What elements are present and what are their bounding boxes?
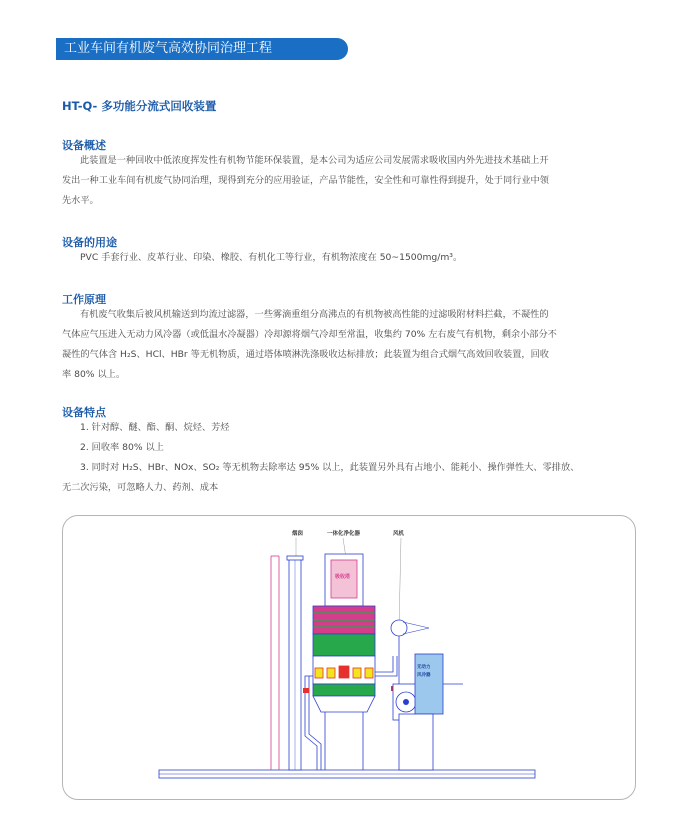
svg-text:吸收塔: 吸收塔 [335, 574, 351, 580]
paragraph-line: 此装置是一种回收中低浓度挥发性有机物节能环保装置，是本公司为适应公司发展需求吸收国内外先进技术基础上开 [80, 155, 549, 166]
paragraph-line: 气体应气压进入无动力风冷器（或低温水冷凝器）冷却源将烟气冷却至常温，收集约 70% 左右废气有机物，剩余小部分不 [62, 329, 557, 340]
svg-text:风冷器: 风冷器 [417, 673, 431, 678]
chimney [287, 556, 303, 770]
feature-line: 无二次污染，可忽略人力、药剂、成本 [62, 482, 219, 493]
paragraph-line: PVC 手套行业、皮革行业、印染、橡胶、有机化工等行业，有机物浓度在 50~1500mg/m³。 [80, 252, 463, 263]
section-title-principle: 工作原理 [62, 293, 106, 306]
section-body-usage [62, 248, 642, 268]
paragraph-line: 凝性的气体含 H₂S、HCl、HBr 等无机物质，通过塔体喷淋洗涤吸收达标排放；此装置为组合式烟气高效回收装置，回收 [62, 349, 549, 360]
feature-line: 2. 回收率 80% 以上 [80, 442, 164, 453]
section-body-features [62, 418, 642, 498]
paragraph-line: 发出一种工业车间有机废气协同治理，现得到充分的应用验证，产品节能性，安全性和可靠性得到提升，处于同行业中领 [62, 175, 549, 186]
purifier-tower [313, 554, 375, 770]
paragraph-line: 有机废气收集后被风机输送到均流过滤器，一些雾滴重组分高沸点的有机物被高性能的过滤吸附材料拦截，不凝性的 [80, 309, 549, 320]
section-body-overview [62, 151, 642, 211]
svg-text:无动力: 无动力 [417, 665, 431, 670]
ground-base [159, 770, 535, 778]
equipment-diagram [62, 515, 636, 800]
section-title-usage: 设备的用途 [62, 236, 117, 249]
section-body-principle [62, 305, 642, 385]
banner [56, 38, 348, 60]
paragraph-line: 先水平。 [62, 195, 99, 206]
banner-title: 工业车间有机废气高效协同治理工程 [64, 41, 273, 56]
section-title-overview: 设备概述 [62, 139, 106, 152]
label-fan: 风机 [393, 531, 405, 537]
paragraph-line: 率 80% 以上。 [62, 369, 126, 380]
equipment-diagram-svg [63, 516, 635, 799]
label-chimney: 烟囱 [292, 531, 304, 537]
section-title-features: 设备特点 [62, 406, 106, 419]
feature-line: 1. 针对醇、醚、酯、酮、烷烃、芳烃 [80, 422, 230, 433]
product-title: HT-Q- 多功能分流式回收装置 [62, 99, 217, 113]
feature-line: 3. 同时对 H₂S、HBr、NOx、SO₂ 等无机物去除率达 95% 以上，此装置另外具有占地小、能耗小、操作弹性大、零排放、 [80, 462, 580, 473]
support-frame [271, 556, 279, 770]
label-purifier: 一体化净化器 [327, 531, 361, 537]
